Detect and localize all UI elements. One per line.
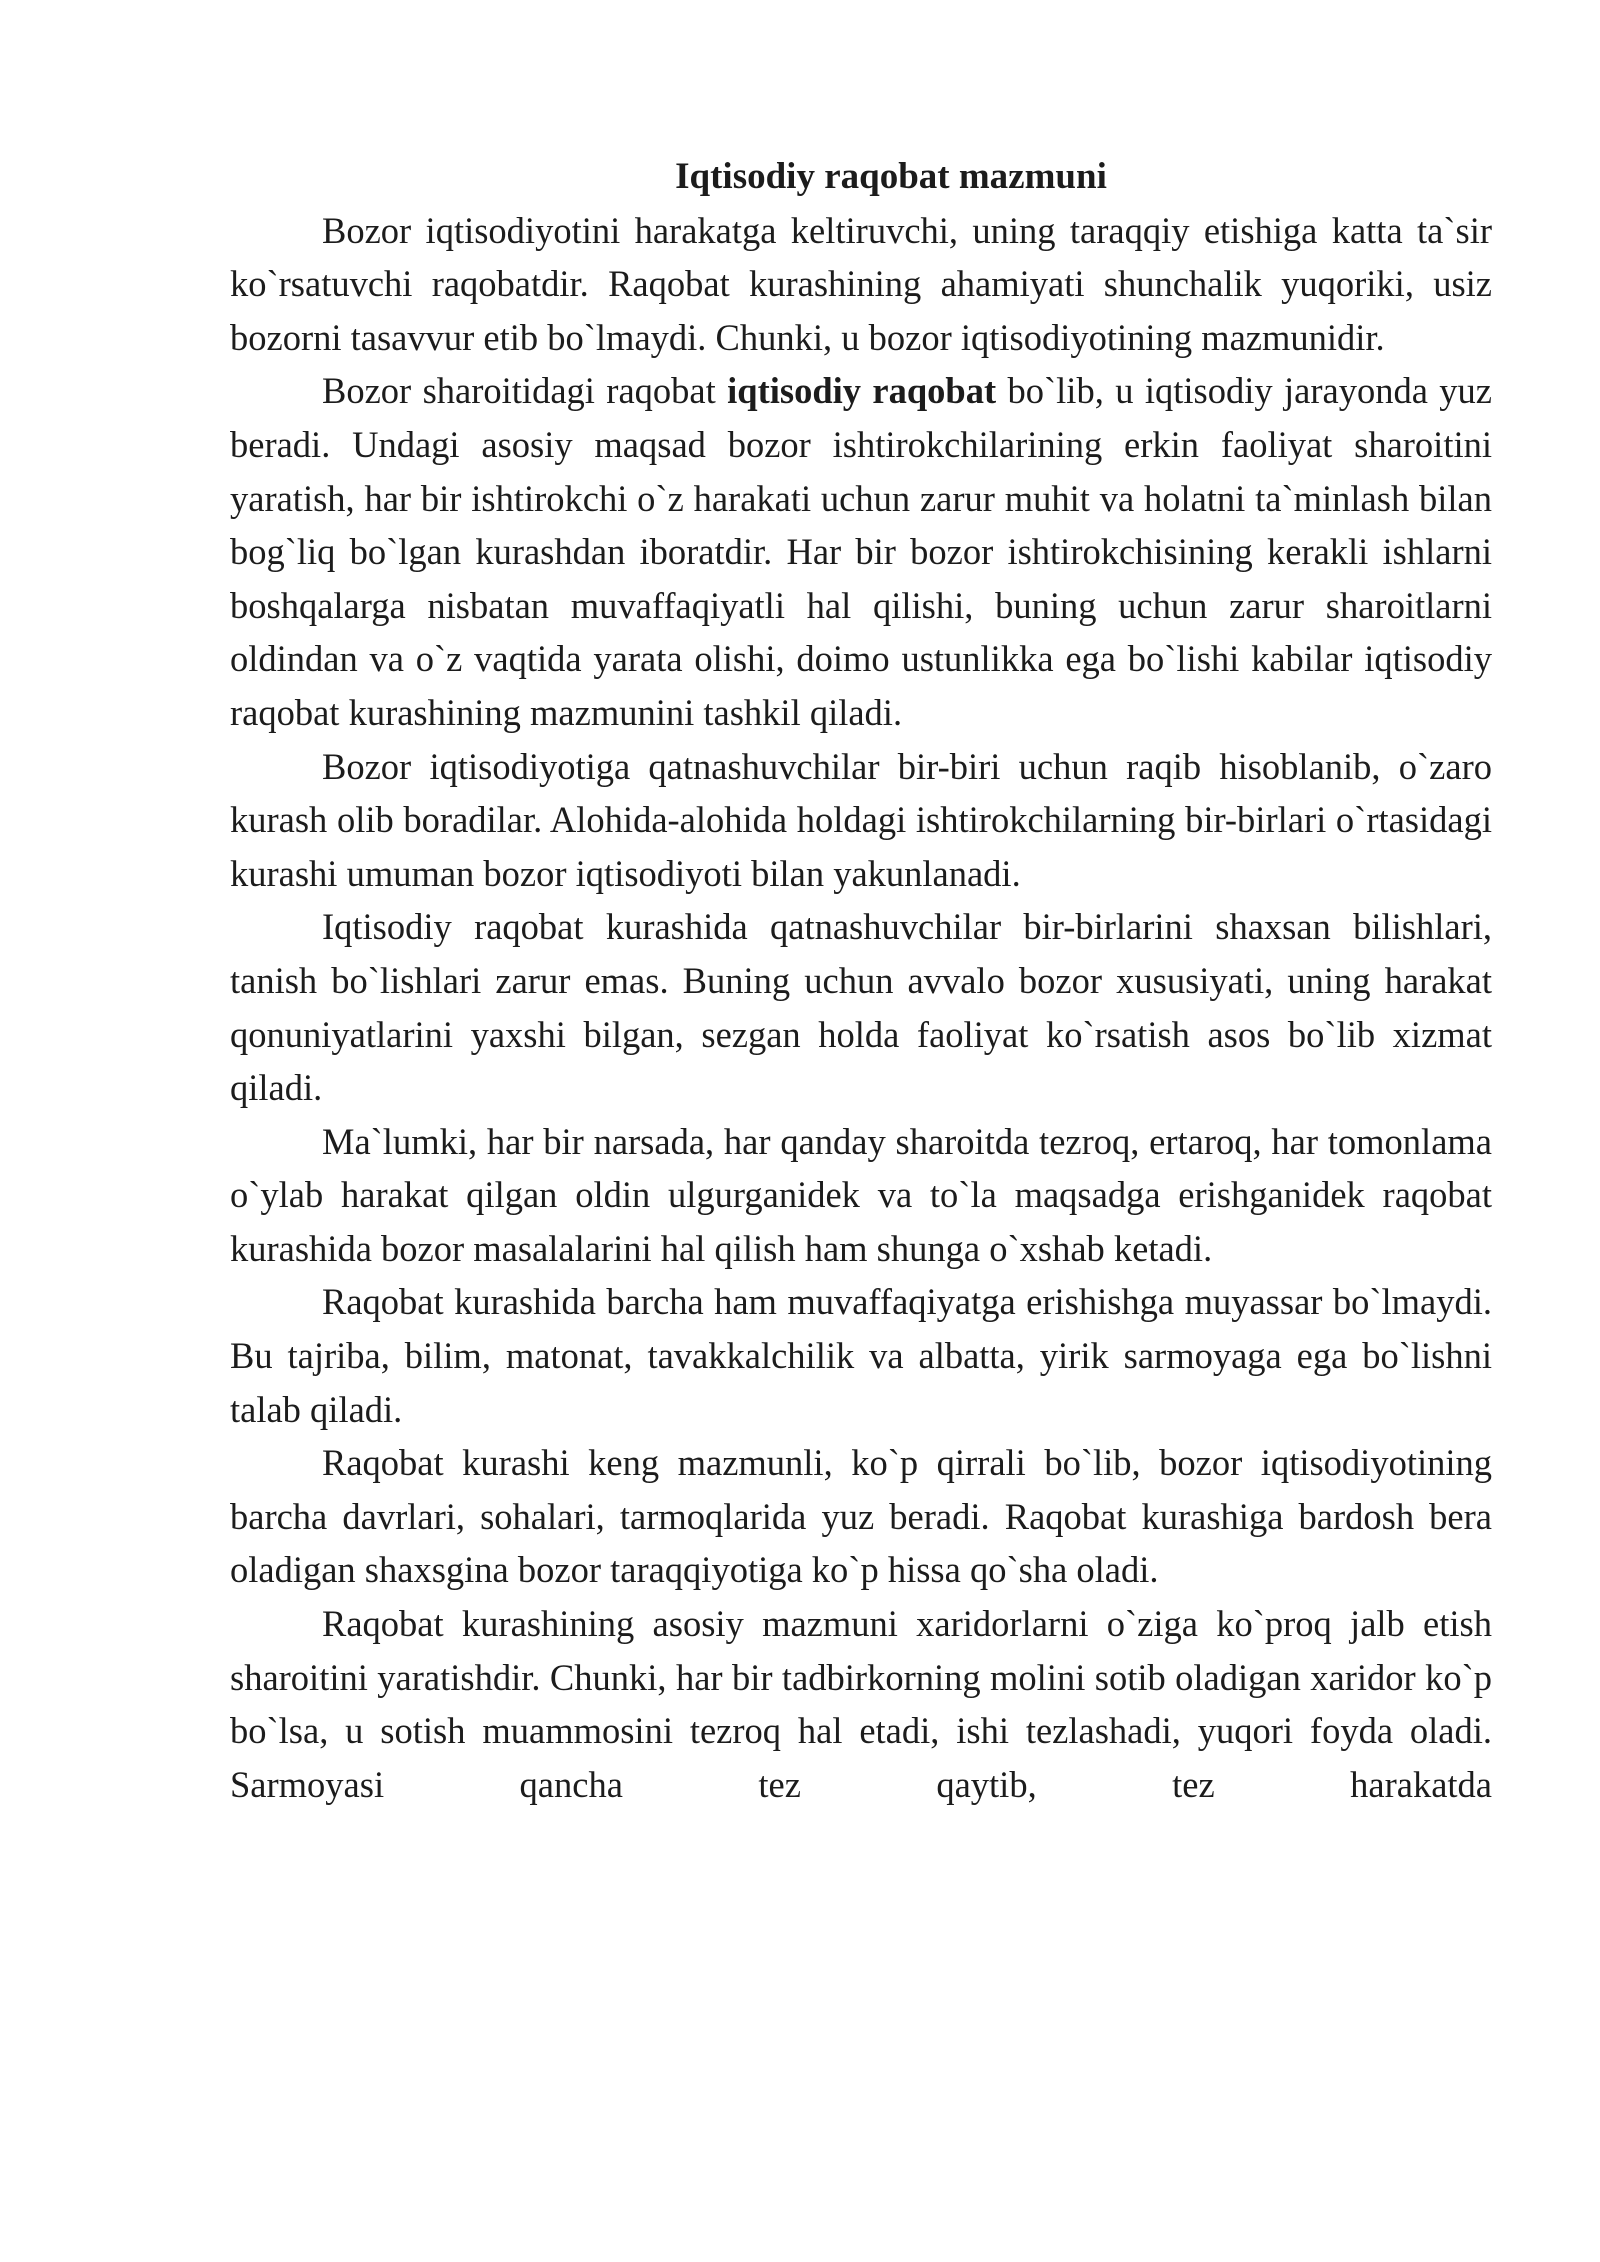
paragraph-3: Bozor iqtisodiyotiga qatnashuvchilar bir-biri uchun raqib hisoblanib, o`zaro kurash olib boradilar. Alohida-alohida holdagi ishtirokchilarning bir-birlari o`rtasidagi kurashi umuman bozor iqtisodiyoti bilan yakunlanadi. [230, 745, 1492, 894]
paragraph-8: Raqobat kurashining asosiy mazmuni xaridorlarni o`ziga ko`proq jalb etish sharoitini yaratishdir. Chunki, har bir tadbirkorning molini sotib oladigan xaridor ko`p bo`lsa, u sotish muammosini tezroq hal etadi, ishi tezlashadi, yuqori foyda oladi. Sarmoyasi qancha tez qaytib, tez harakatda [230, 1603, 1492, 1805]
paragraph-6: Raqobat kurashida barcha ham muvaffaqiyatga erishishga muyassar bo`lmaydi. Bu tajriba, bilim, matonat, tavakkalchilik va albatta, yirik sarmoyaga ega bo`lishni talab qiladi. [230, 1281, 1492, 1430]
paragraph-4: Iqtisodiy raqobat kurashida qatnashuvchilar bir-birlarini shaxsan bilishlari, tanish bo`lishlari zarur emas. Buning uchun avvalo bozor xususiyati, uning harakat qonuniyatlarini yaxshi bilgan, sezgan holda faoliyat ko`rsatish asos bo`lib xizmat qiladi. [230, 906, 1492, 1109]
paragraph-7: Raqobat kurashi keng mazmunli, ko`p qirrali bo`lib, bozor iqtisodiyotining barcha davrlari, sohalari, tarmoqlarida yuz beradi. Raqobat kurashiga bardosh bera oladigan shaxsgina bozor taraqqiyotiga ko`p hissa qo`sha oladi. [230, 1442, 1492, 1591]
paragraph-1: Bozor iqtisodiyotini harakatga keltiruvchi, uning taraqqiy etishiga katta ta`sir ko`rsatuvchi raqobatdir. Raqobat kurashining ahamiyati shunchalik yuqoriki, usiz bozorni tasavvur etib bo`lmaydi. Chunki, u bozor iqtisodiyotining mazmunidir. [230, 209, 1492, 358]
paragraph-2-intro: Bozor sharoitidagi raqobat [322, 370, 728, 412]
paragraph-2 [230, 364, 1492, 739]
paragraph-5: Ma`lumki, har bir narsada, har qanday sharoitda tezroq, ertaroq, har tomonlama o`ylab harakat qilgan oldin ulgurganidek va to`la maqsadga erishganidek raqobat kurashida bozor masalalarini hal qilish ham shunga o`xshab ketadi. [230, 1120, 1492, 1269]
paragraph-2-rest: bo`lib, u iqtisodiy jarayonda yuz beradi. Undagi asosiy maqsad bozor ishtirokchilarining erkin faoliyat sharoitini yaratish, har bir ishtirokchi o`z harakati uchun zarur muhit va holatni ta`minlash bilan bog`liq bo`lgan kurashdan iboratdir. Har bir bozor ishtirokchisining kerakli ishlarni boshqalarga nisbatan muvaffaqiyatli hal qilishi, buning uchun zarur sharoitlarni oldindan va o`z vaqtida yarata olishi, doimo ustunlikka ega bo`lishi kabilar iqtisodiy raqobat kurashining mazmunini tashkil qiladi. [230, 370, 1492, 733]
bold-term-iqtisodiy-raqobat: iqtisodiy raqobat [727, 370, 997, 412]
document-title: Iqtisodiy raqobat mazmuni [675, 156, 1107, 197]
document-body [230, 150, 1492, 1811]
